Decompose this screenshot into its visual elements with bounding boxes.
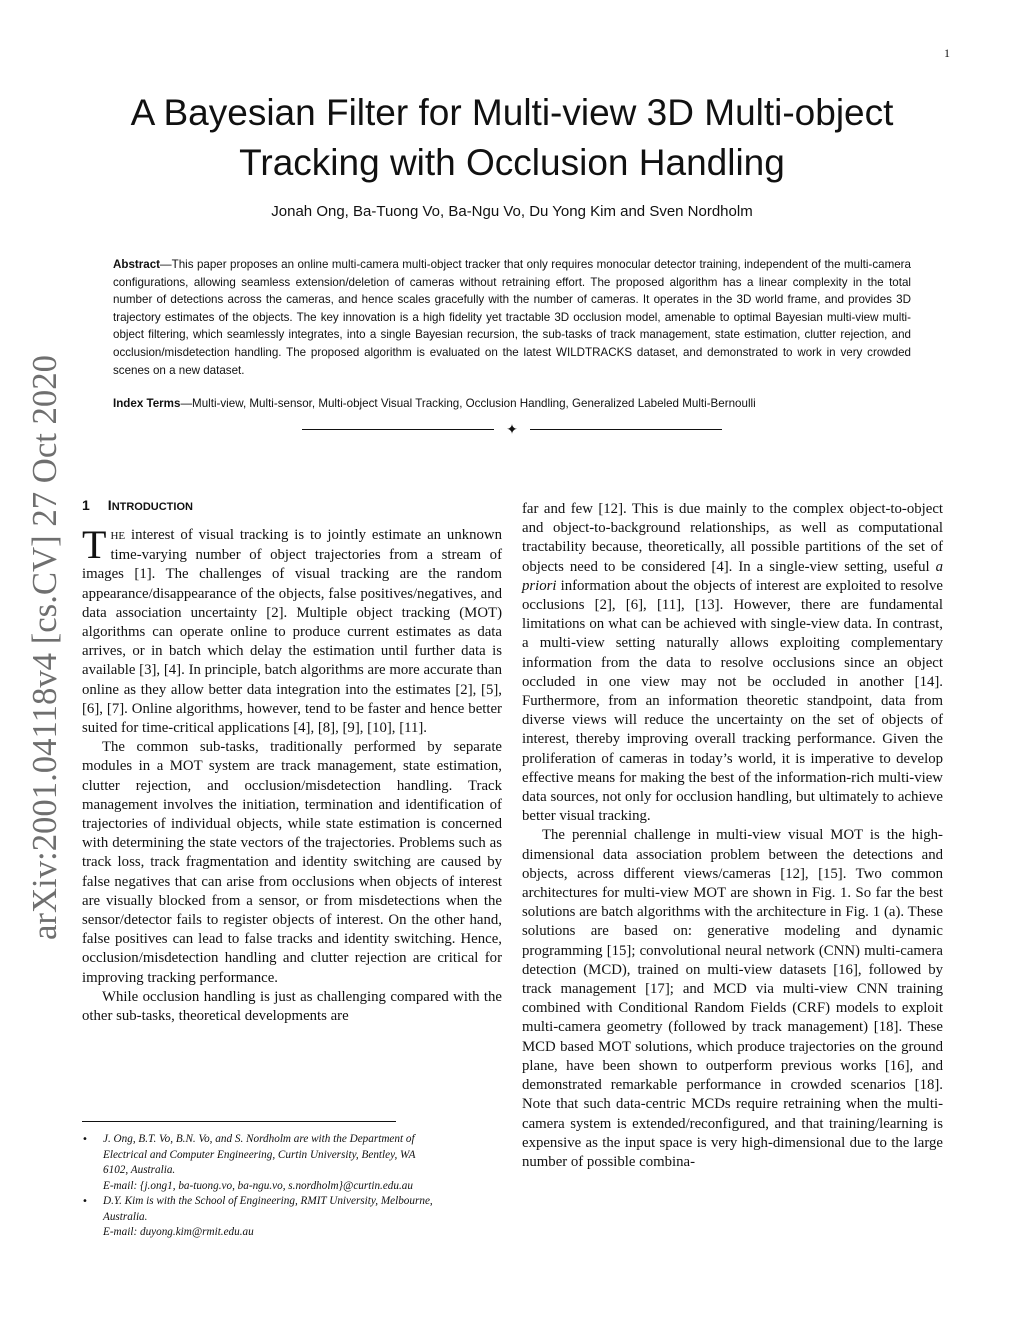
lead-caps: HE [110,530,126,542]
divider-diamond-icon: ✦ [506,422,518,438]
paragraph [82,522,502,738]
section-title-rest: NTRODUCTION [111,501,193,513]
title-line-1: A Bayesian Filter for Multi-view 3D Multi-object [130,92,894,133]
footnote-line: D.Y. Kim is with the School of Engineering, RMIT University, Melbourne, [103,1195,433,1207]
section-heading [82,497,193,513]
paragraph: While occlusion handling is just as challenging compared with the other sub-tasks, theoretical developments are [82,988,502,1025]
page-number: 1 [944,46,950,60]
footnotes [82,1132,502,1241]
footnote-line: Electrical and Computer Engineering, Curtin University, Bentley, WA [103,1148,416,1161]
footnote-rule [82,1121,396,1122]
footnote-line: Australia. [103,1210,148,1223]
paragraph-text: far and few [12]. This is due mainly to the complex object-to-object and object-to-background relationships, as well as computational tractability because, theoretically, all possible partitions of the set of objects need to be considered [4]. In a single-view setting, useful [522,501,943,575]
footnote-line: J. Ong, B.T. Vo, B.N. Vo, and S. Nordholm are with the Department of [103,1133,415,1145]
title-line-2: Tracking with Occlusion Handling [239,142,785,183]
footnote-email: E-mail: {j.ong1, ba-tuong.vo, ba-ngu.vo, s.nordholm}@curtin.edu.au [103,1179,413,1192]
arxiv-stamp [6,350,72,950]
footnote-item [82,1194,502,1241]
right-column [522,500,943,1172]
dropcap: T [82,522,107,567]
section-divider [302,420,722,440]
section-title-initial: I [107,497,112,513]
bullet-icon: • [82,1134,88,1145]
index-terms [113,397,911,410]
arxiv-stamp-text: arXiv:2001.04118v4 [cs.CV] 27 Oct 2020 [25,350,64,940]
paragraph: The common sub-tasks, traditionally performed by separate modules in a MOT system are track management, state estimation, clutter rejection, and occlusion/misdetection handling. Track management involves the initiation, termination and identification of trajectories of individual objects, while state estimation is concerned with determining the state vectors of the trajectories. Problems such as track loss, track fragmentation and identity switching are caused by false negatives that can arise from occlusions when objects of interest are visually blocked from a sensor, or from misdetections when the sensor/detector fails to register objects of interest. On the other hand, false positives can lead to false tracks and identity switching. Hence, occlusion/misdetection handling and clutter rejection are critical for improving tracking performance. [82,739,502,986]
footnote-line: 6102, Australia. [103,1164,176,1176]
bullet-icon: • [82,1196,88,1207]
index-terms-text: —Multi-view, Multi-sensor, Multi-object Visual Tracking, Occlusion Handling, Generalized Labeled Multi-Bernoulli [180,397,756,410]
paragraph-text: information about the objects of interest are exploited to resolve occlusions [2], [6], [11], [13]. However, there are fundamental limitations on what can be achieved with single-view data. In contrast, a multi-view setting naturally allows exploiting complementary information from the data to resolve occlusions since an object occluded in one view may not be occluded in another [14]. Furthermore, from an information theoretic standpoint, data from diverse views will reduce the uncertainty on the set of objects of interest, thereby improving overall tracking performance. Given the proliferation of cameras in today’s world, it is imperative to develop effective means for making the best of the information-rich multi-view data sources, not only for occlusion handling, but ultimately to achieve better visual tracking. [522,577,943,825]
paragraph: The perennial challenge in multi-view visual MOT is the high-dimensional data association problem between the detections and objects, across different views/cameras [12], [15]. Two common architectures for multi-view MOT are shown in Fig. 1. So far the best solutions are batch algorithms with the architecture in Fig. 1 (a). These solutions are based on: generative modeling and dynamic programming [15]; convolutional neural network (CNN) multi-camera detection (MCD), trained on multi-view datasets [16], followed by track management [17]; and MCD via multi-view CNN training combined with Conditional Random Fields (CRF) models to exploit multi-camera geometry (followed by track management) [18]. These MCD based MOT solutions, which produce trajectories on the ground plane, have been shown to outperform previous works [16], and demonstrated remarkable performance in crowded scenarios [18]. Note that such data-centric MCDs require retraining when the multi-camera system is extended/reconfigured, and that training/learning is expensive as the input space is very high-dimensional due to the large number of possible combina- [522,827,943,1170]
index-terms-label: Index Terms [113,397,181,410]
author-list: Jonah Ong, Ba-Tuong Vo, Ba-Ngu Vo, Du Yong Kim and Sven Nordholm [271,203,753,220]
abstract [113,256,911,379]
divider-rule-right [530,429,722,430]
paper-title [80,88,944,188]
abstract-text: —This paper proposes an online multi-camera multi-object tracker that only requires monocular detector training, independent of the multi-camera configurations, allowing seamless extension/deletion of cameras without retraining effort. The proposed algorithm has a linear complexity in the total number of detections across the cameras, and hence scales gracefully with the number of cameras. It operates in the 3D world frame, and provides 3D trajectory estimates of the objects. The key innovation is a high fidelity yet tractable 3D occlusion model, amenable to optimal Bayesian multi-view multi-object filtering, which seamlessly integrates, into a single Bayesian recursion, the sub-tasks of track management, state estimation, clutter rejection, and occlusion/misdetection handling. The proposed algorithm is evaluated on the latest WILDTRACKS dataset, and demonstrated to work in very crowded scenes on a new dataset. [113,258,911,377]
divider-rule-left [302,429,494,430]
section-number: 1 [82,497,90,513]
footnote-item [82,1132,502,1194]
abstract-label: Abstract [113,258,161,271]
paragraph-text: interest of visual tracking is to jointly estimate an unknown time-varying number of object trajectories from a stream of images [1]. The challenges of visual tracking are the random appearance/disappearance of the objects, false positives/negatives, and data association uncertainty [2]. Multiple object tracking (MOT) algorithms can operate online to produce current estimates as data arrives, or in batch which delay the estimation until further data is available [3], [4]. In principle, batch algorithms are more accurate than online as they allow better data integration into the estimates [2], [5], [6], [7]. Online algorithms, however, tend to be faster and hence better suited for time-critical applications [4], [8], [9], [10], [11]. [82,527,502,737]
italic-term: a priori [522,558,943,594]
left-column [82,522,502,1026]
footnote-email: E-mail: duyong.kim@rmit.edu.au [103,1226,254,1238]
paragraph [522,500,943,826]
